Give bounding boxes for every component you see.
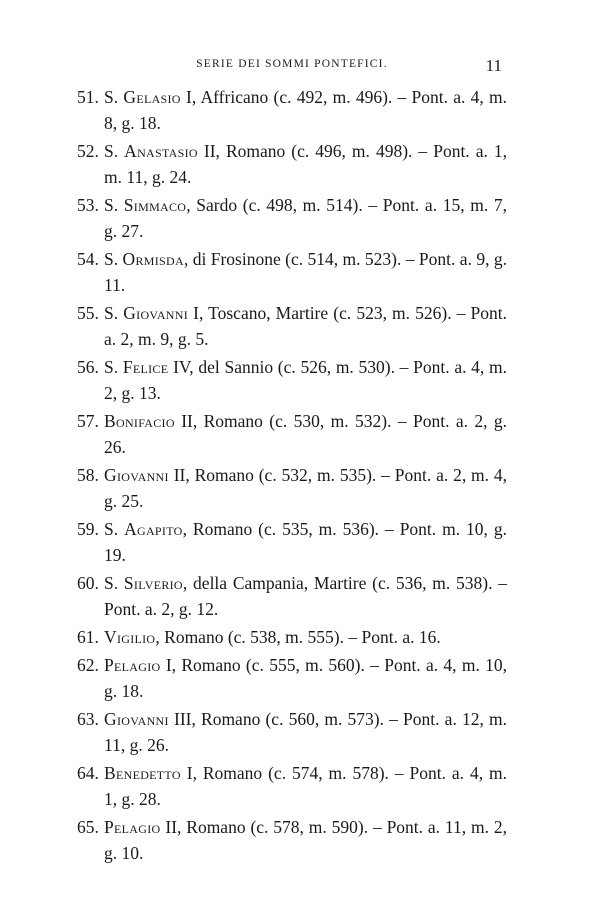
entry-details: II, Romano (c. 530, m. 532). – Pont. a. 2, g. 26. <box>104 411 508 457</box>
entry-prefix: S. <box>104 141 119 161</box>
entry-details: , Romano (c. 535, m. 536). – Pont. m. 10, g. 19. <box>104 519 508 565</box>
pope-entry <box>77 814 507 866</box>
entry-details: , Sardo (c. 498, m. 514). – Pont. a. 15, m. 7, g. 27. <box>104 195 508 241</box>
page-number: 11 <box>485 56 502 75</box>
pope-entry <box>77 408 507 460</box>
pope-name: Felice <box>122 357 169 377</box>
pope-entry <box>77 246 507 298</box>
pope-entry <box>77 624 507 650</box>
entry-number: 62. <box>77 655 99 675</box>
pope-name: Gelasio <box>123 87 181 107</box>
pope-name: Ormisda <box>122 249 184 269</box>
entry-prefix: S. <box>104 573 119 593</box>
pope-entry <box>77 760 507 812</box>
pope-entry <box>77 570 507 622</box>
entry-prefix: S. <box>104 249 119 269</box>
pope-name: Bonifacio <box>104 411 175 431</box>
entry-details: , di Frosinone (c. 514, m. 523). – Pont. a. 9, g. 11. <box>104 249 507 295</box>
entry-number: 58. <box>77 465 99 485</box>
pope-name: Pelagio <box>104 655 161 675</box>
pope-entry <box>77 192 507 244</box>
pope-entry <box>77 706 507 758</box>
pope-name: Giovanni <box>104 465 169 485</box>
pope-name: Giovanni <box>123 303 189 323</box>
entry-details: I, Romano (c. 574, m. 578). – Pont. a. 4, m. 1, g. 28. <box>104 763 508 809</box>
entry-number: 64. <box>77 763 99 783</box>
entry-details: , della Campania, Martire (c. 536, m. 538). – Pont. a. 2, g. 12. <box>104 573 507 619</box>
entry-number: 51. <box>77 87 99 107</box>
entry-prefix: S. <box>104 357 119 377</box>
entry-prefix: S. <box>104 303 119 323</box>
entry-details: II, Romano (c. 532, m. 535). – Pont. a. 2, m. 4, g. 25. <box>104 465 508 511</box>
pope-entry <box>77 354 507 406</box>
entry-details: III, Romano (c. 560, m. 573). – Pont. a. 12, m. 11, g. 26. <box>104 709 508 755</box>
pope-entry <box>77 516 507 568</box>
pope-name: Pelagio <box>104 817 161 837</box>
entry-details: , Romano (c. 538, m. 555). – Pont. a. 16. <box>155 627 441 647</box>
entry-details: II, Romano (c. 496, m. 498). – Pont. a. 1, m. 11, g. 24. <box>104 141 508 187</box>
entry-details: I, Affricano (c. 492, m. 496). – Pont. a. 4, m. 8, g. 18. <box>104 87 508 133</box>
entry-number: 60. <box>77 573 99 593</box>
entry-number: 52. <box>77 141 99 161</box>
entry-number: 54. <box>77 249 99 269</box>
entry-details: IV, del Sannio (c. 526, m. 530). – Pont. a. 4, m. 2, g. 13. <box>104 357 508 403</box>
entry-number: 59. <box>77 519 99 539</box>
entry-number: 63. <box>77 709 99 729</box>
entry-number: 61. <box>77 627 99 647</box>
pope-name: Agapito <box>124 519 183 539</box>
pope-name: Giovanni <box>104 709 169 729</box>
entry-number: 55. <box>77 303 99 323</box>
entry-prefix: S. <box>104 87 119 107</box>
entry-prefix: S. <box>104 195 119 215</box>
pope-name: Simmaco <box>123 195 187 215</box>
pope-name: Vigilio <box>104 627 156 647</box>
entry-prefix: S. <box>104 519 119 539</box>
running-title: SERIE DEI SOMMI PONTEFICI. <box>196 58 388 70</box>
pope-name: Benedetto <box>104 763 181 783</box>
entry-number: 53. <box>77 195 99 215</box>
entry-number: 57. <box>77 411 99 431</box>
page-header <box>82 58 502 80</box>
pope-name: Anastasio <box>124 141 198 161</box>
entry-number: 56. <box>77 357 99 377</box>
pope-entry <box>77 462 507 514</box>
entry-details: II, Romano (c. 578, m. 590). – Pont. a. 11, m. 2, g. 10. <box>104 817 507 863</box>
pope-name: Silverio <box>123 573 183 593</box>
pope-entry <box>77 138 507 190</box>
pope-entry <box>77 652 507 704</box>
pope-list <box>77 84 507 868</box>
entry-details: I, Toscano, Martire (c. 523, m. 526). – Pont. a. 2, m. 9, g. 5. <box>104 303 508 349</box>
pope-entry <box>77 84 507 136</box>
entry-number: 65. <box>77 817 99 837</box>
pope-entry <box>77 300 507 352</box>
entry-details: I, Romano (c. 555, m. 560). – Pont. a. 4, m. 10, g. 18. <box>104 655 508 701</box>
